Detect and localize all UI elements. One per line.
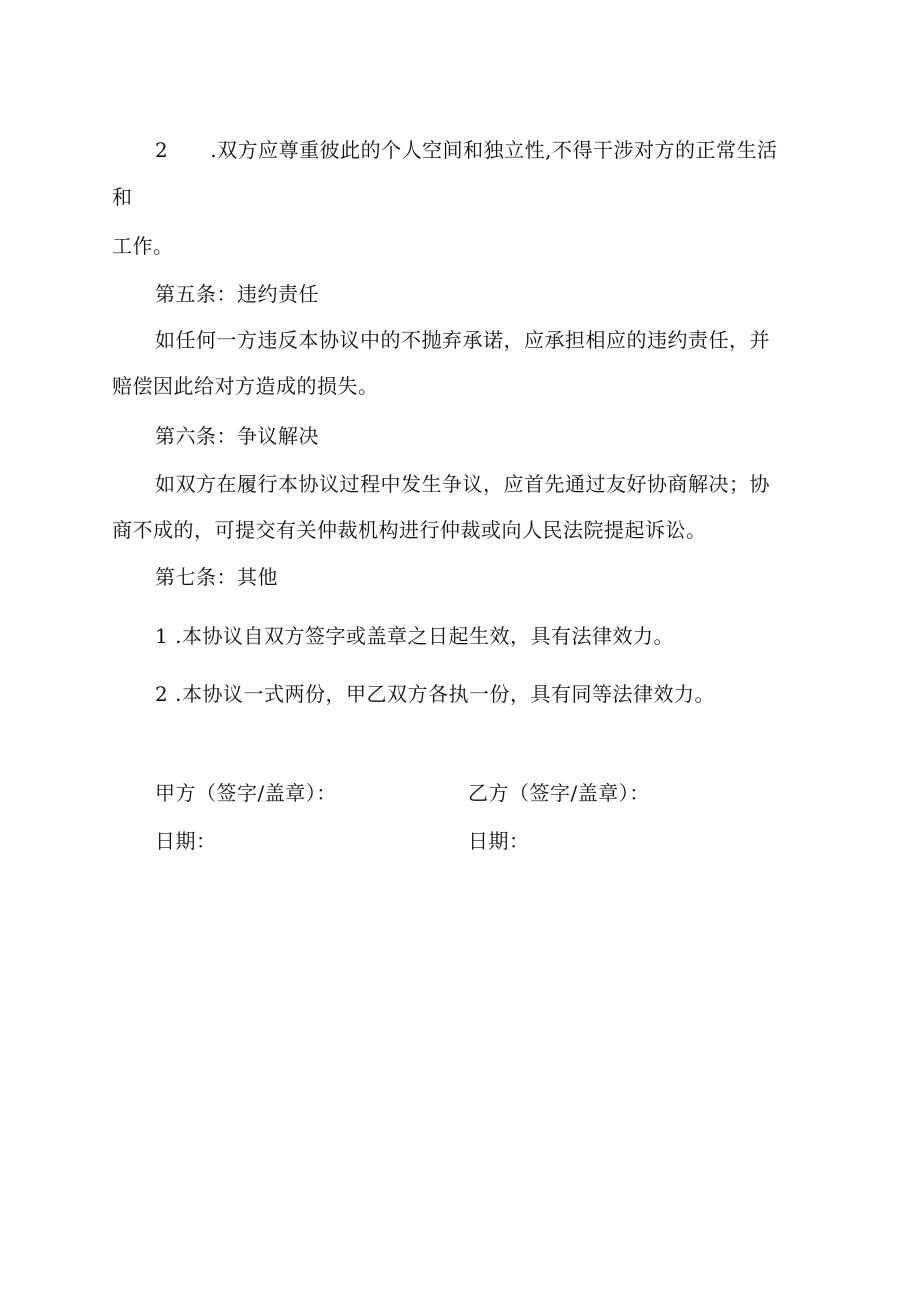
party-a-date-label: 日期： xyxy=(155,829,217,853)
article-7-heading: 第七条：其他 xyxy=(155,565,278,589)
article-5-paragraph-line-2: 赔偿因此给对方造成的损失。 xyxy=(112,374,379,398)
article-6-heading: 第六条：争议解决 xyxy=(155,424,319,448)
clause-item-2-line-3: 工作。 xyxy=(112,234,174,258)
article-7-item-2: 2 .本协议一式两份，甲乙双方各执一份，具有同等法律效力。 xyxy=(155,682,715,706)
party-b-signature-label: 乙方（签字/盖章）： xyxy=(468,781,650,805)
article-6-paragraph-line-2: 商不成的，可提交有关仲裁机构进行仲裁或向人民法院提起诉讼。 xyxy=(112,518,707,542)
clause-item-2-line-1 xyxy=(155,136,777,164)
clause-item-2-line-2: 和 xyxy=(112,185,133,209)
party-a-signature-label: 甲方（签字/盖章）： xyxy=(155,781,337,805)
article-7-item-1: 1 .本协议自双方签字或盖章之日起生效，具有法律效力。 xyxy=(155,624,674,648)
article-5-paragraph-line-1: 如任何一方违反本协议中的不抛弃承诺，应承担相应的违约责任，并 xyxy=(155,328,770,352)
clause-item-2-text: .双方应尊重彼此的个人空间和独立性,不得干涉对方的正常生活 xyxy=(210,138,778,162)
article-5-heading: 第五条：违约责任 xyxy=(155,282,319,306)
article-6-paragraph-line-1: 如双方在履行本协议过程中发生争议，应首先通过友好协商解决；协 xyxy=(155,472,770,496)
party-b-date-label: 日期： xyxy=(468,829,530,853)
clause-item-2-number: 2 xyxy=(155,138,169,162)
